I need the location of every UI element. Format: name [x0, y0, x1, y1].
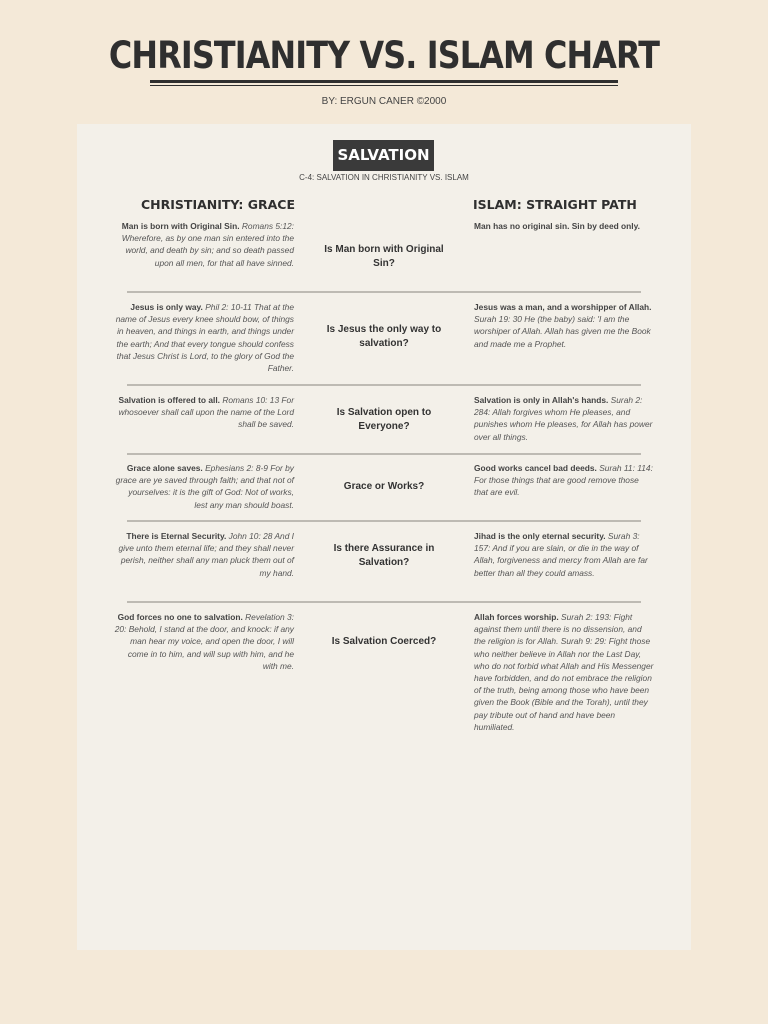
islam-verse: Surah 3: 157: And if you are slain, or die in the way of Allah, forgiveness and mercy from Allah are far better than all they could amass.	[474, 531, 648, 578]
christianity-verse: Ephesians 2: 8-9 For by grace are ye saved through faith; and that not of yourselves: it is the gift of God: Not of works, lest any man should boast.	[115, 463, 294, 510]
christianity-claim: Grace alone saves.	[126, 463, 203, 473]
islam-claim: Man has no original sin. Sin by deed only.	[474, 221, 640, 231]
islam-verse: Surah 19: 30 He (the baby) said: 'I am the worshiper of Allah. Allah has given me the Book and made me a Prophet.	[474, 314, 651, 349]
islam-column-heading: ISLAM: STRAIGHT PATH	[473, 197, 637, 212]
christianity-claim: Salvation is offered to all.	[118, 395, 220, 405]
christianity-verse: Romans 5:12: Wherefore, as by one man sin entered into the world, and death by sin; and so death passed upon all men, for that all have sinned.	[121, 221, 294, 268]
islam-cell	[474, 530, 654, 579]
section-subtitle: C-4: SALVATION IN CHRISTIANITY VS. ISLAM	[299, 173, 469, 182]
row-divider	[127, 384, 641, 386]
row-divider	[127, 520, 641, 522]
christianity-verse: Revelation 3: 20: Behold, I stand at the door, and knock: if any man hear my voice, and open the door, I will come in to him, and will sup with him, and he with me.	[114, 612, 294, 671]
christianity-verse: Phil 2: 10-11 That at the name of Jesus every knee should bow, of things in heaven, and things in earth, and things under the earth; And that every tongue should confess that Jesus Christ is Lord, to the glory of God the Father.	[115, 302, 294, 374]
islam-cell	[474, 462, 654, 499]
christianity-claim: God forces no one to salvation.	[117, 612, 243, 622]
islam-verse: Surah 2: 193: Fight against them until there is no dissension, and the religion is for Allah. Surah 9: 29: Fight those who neither believe in Allah nor the Last Day, who do not forbid what Allah and His Messenger have forbidden, and do not embrace the religion of the truth, being among those who have been given the Book (Bible and the Torah), until they pay tribute out of hand and have been humiliated.	[474, 612, 654, 732]
section-title: SALVATION	[333, 140, 434, 171]
row-question: Grace or Works?	[343, 481, 425, 492]
christianity-claim: Man is born with Original Sin.	[121, 221, 240, 231]
byline: BY: ERGUN CANER ©2000	[321, 96, 447, 107]
row-question: Is Jesus the only way to salvation?	[326, 324, 442, 349]
islam-verse: Surah 11: 114: For those things that are good remove those that are evil.	[474, 463, 653, 498]
chart-panel	[77, 124, 691, 950]
christianity-cell	[113, 220, 294, 269]
christianity-claim: There is Eternal Security.	[126, 531, 227, 541]
row-question: Is Man born with Original Sin?	[324, 244, 444, 269]
row-divider	[127, 601, 641, 603]
title-underline	[150, 80, 618, 86]
christianity-cell	[113, 394, 294, 431]
islam-cell	[474, 611, 654, 733]
islam-claim: Jihad is the only eternal security.	[474, 531, 606, 541]
christianity-cell	[113, 611, 294, 672]
row-question: Is there Assurance in Salvation?	[333, 543, 435, 568]
islam-claim: Good works cancel bad deeds.	[474, 463, 597, 473]
islam-cell	[474, 301, 654, 350]
christianity-column-heading: CHRISTIANITY: GRACE	[141, 197, 295, 212]
row-divider	[127, 291, 641, 293]
islam-cell	[474, 220, 654, 232]
islam-claim: Salvation is only in Allah's hands.	[474, 395, 609, 405]
christianity-cell	[113, 301, 294, 374]
islam-claim: Jesus was a man, and a worshipper of Allah.	[474, 302, 652, 312]
islam-cell	[474, 394, 654, 443]
christianity-cell	[113, 530, 294, 579]
islam-claim: Allah forces worship.	[474, 612, 559, 622]
islam-verse: Surah 2: 284: Allah forgives whom He pleases, and punishes whom He pleases, for Allah has power over all things.	[474, 395, 653, 442]
christianity-verse: John 10: 28 And I give unto them eternal life; and they shall never perish, neither shall any man pluck them out of my hand.	[118, 531, 294, 578]
christianity-claim: Jesus is only way.	[130, 302, 203, 312]
row-divider	[127, 453, 641, 455]
christianity-verse: Romans 10: 13 For whosoever shall call upon the name of the Lord shall be saved.	[118, 395, 294, 430]
row-question: Is Salvation open to Everyone?	[336, 407, 432, 432]
christianity-cell	[113, 462, 294, 511]
row-question: Is Salvation Coerced?	[331, 636, 437, 647]
page-title: CHRISTIANITY VS. ISLAM CHART	[108, 34, 660, 77]
